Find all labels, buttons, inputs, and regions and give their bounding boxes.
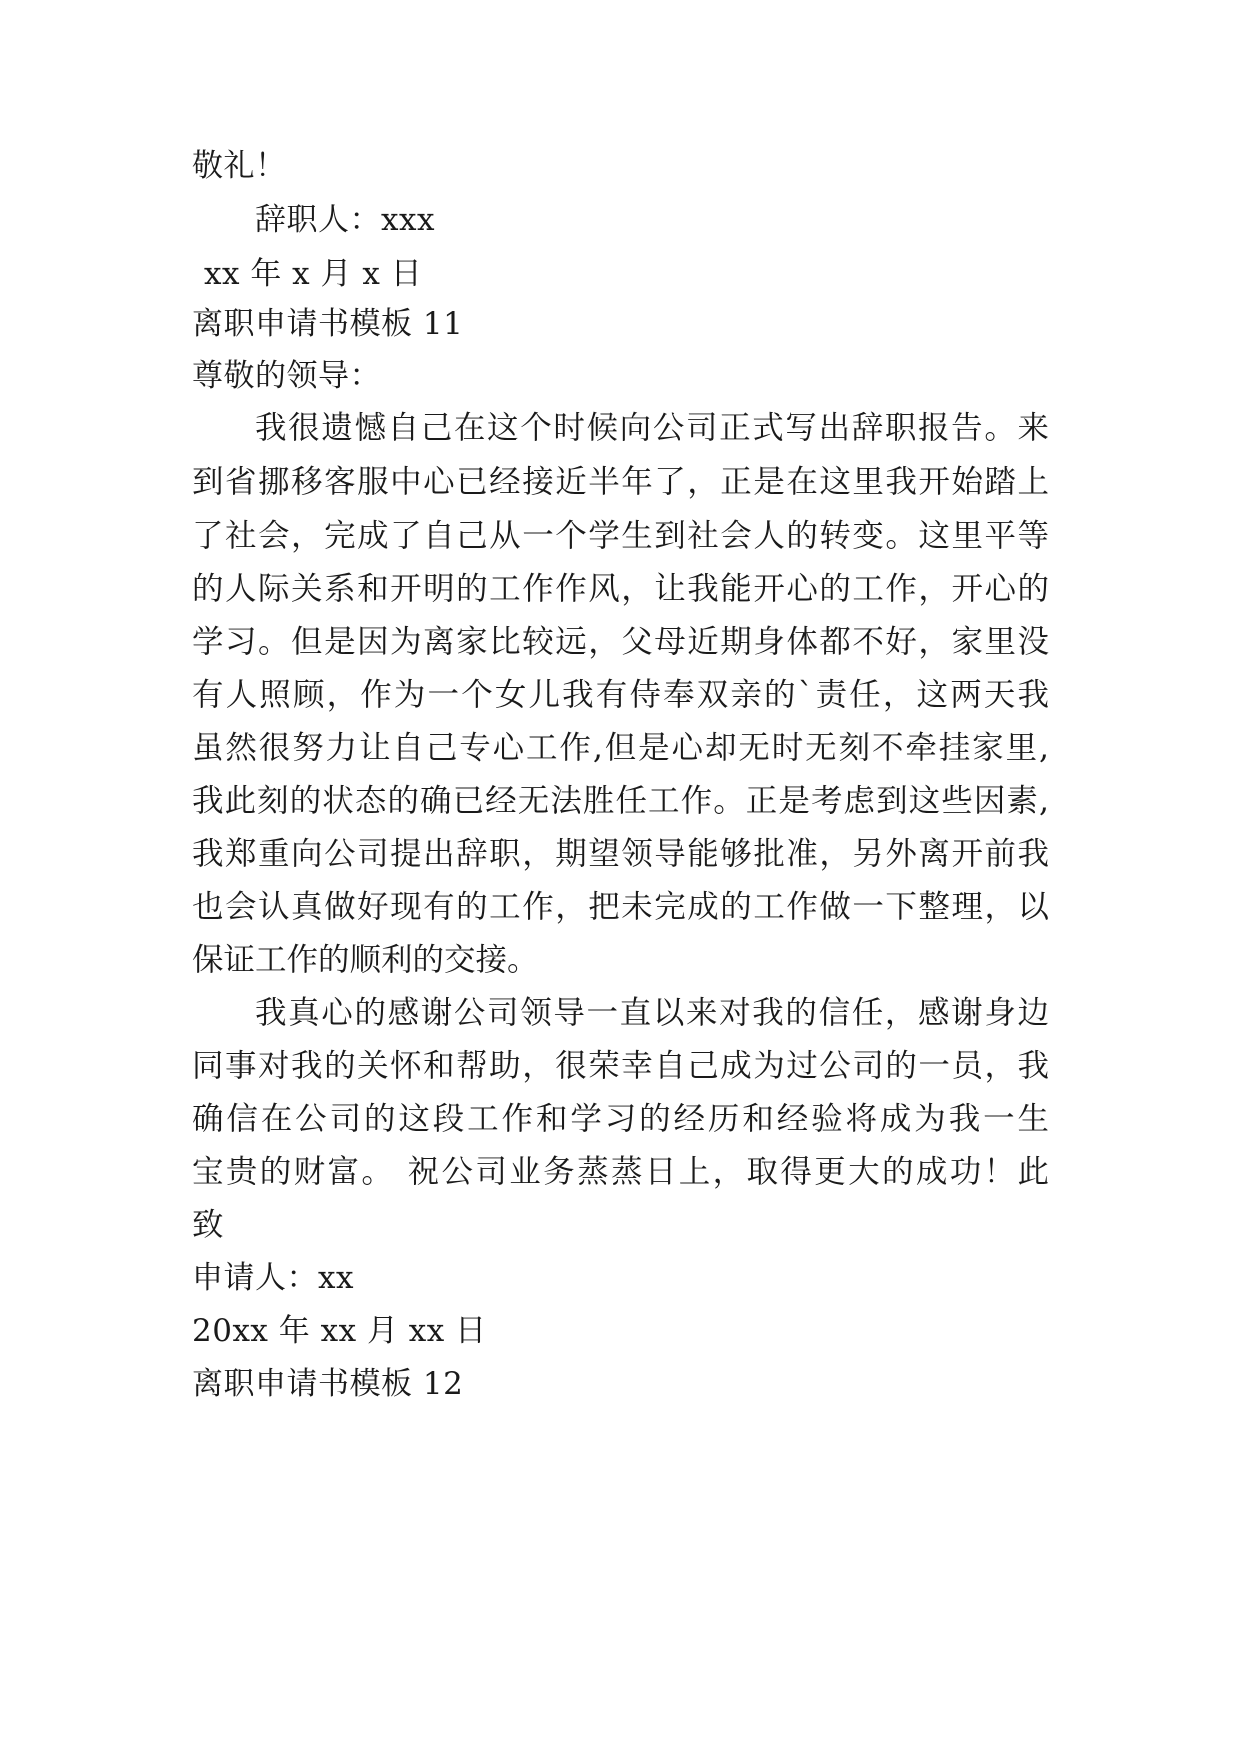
closing-date: xx 年 x 月 x 日 (204, 256, 423, 292)
applicant: 申请人：xx (192, 1260, 354, 1296)
para1-line: 到省挪移客服中心已经接近半年了，正是在这里我开始踏上 (192, 464, 1049, 500)
para2-line: 宝贵的财富。 祝公司业务蒸蒸日上，取得更大的成功！此 (192, 1154, 1049, 1190)
application-date: 20xx 年 xx 月 xx 日 (192, 1313, 487, 1349)
closing-salute: 敬礼！ (192, 148, 287, 184)
para1-line: 有人照顾，作为一个女儿我有侍奉双亲的`责任，这两天我 (192, 677, 1049, 713)
para1-line: 的人际关系和开明的工作作风，让我能开心的工作，开心的 (192, 571, 1049, 607)
closing-signer: 辞职人：xxx (255, 202, 435, 238)
para2-line: 同事对我的关怀和帮助，很荣幸自己成为过公司的一员，我 (192, 1048, 1049, 1084)
para1-line: 学习。但是因为离家比较远，父母近期身体都不好，家里没 (192, 624, 1049, 660)
para1-line: 我郑重向公司提出辞职，期望领导能够批准，另外离开前我 (192, 836, 1049, 872)
para1-line: 也会认真做好现有的工作，把未完成的工作做一下整理，以 (192, 889, 1049, 925)
section-title-11: 离职申请书模板 11 (192, 306, 464, 342)
para1-line: 我此刻的状态的确已经无法胜任工作。正是考虑到这些因素, (192, 783, 1049, 819)
section-title-12: 离职申请书模板 12 (192, 1366, 464, 1402)
para1-line: 我很遗憾自己在这个时候向公司正式写出辞职报告。来 (255, 410, 1049, 446)
para1-line: 保证工作的顺利的交接。 (192, 942, 539, 978)
para1-line: 虽然很努力让自己专心工作,但是心却无时无刻不牵挂家里, (192, 730, 1049, 766)
para2-line: 我真心的感谢公司领导一直以来对我的信任，感谢身边 (255, 995, 1049, 1031)
greeting: 尊敬的领导： (192, 358, 381, 394)
para2-line: 致 (192, 1207, 224, 1243)
para2-line: 确信在公司的这段工作和学习的经历和经验将成为我一生 (192, 1101, 1049, 1137)
para1-line: 了社会，完成了自己从一个学生到社会人的转变。这里平等 (192, 518, 1049, 554)
